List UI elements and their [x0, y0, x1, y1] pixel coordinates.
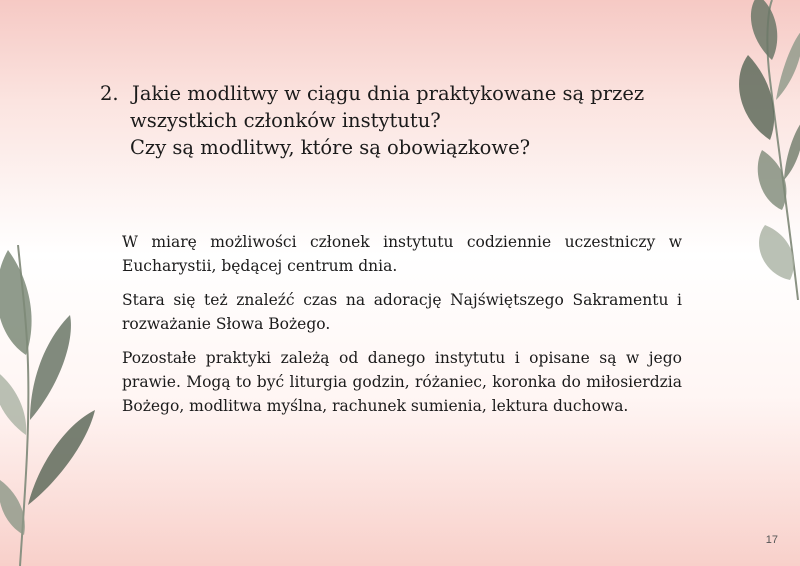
- leaf-branch-top-right-decoration: [710, 0, 800, 300]
- question-heading-line-1: Jakie modlitwy w ciągu dnia praktykowane są przez: [132, 82, 645, 105]
- question-heading-line-3: Czy są modlitwy, które są obowiązkowe?: [130, 136, 531, 159]
- answer-paragraph-2: Stara się też znaleźć czas na adorację Najświętszego Sakramentu i rozważanie Słowa Bożego.: [122, 291, 682, 333]
- answer-paragraph-3: Pozostałe praktyki zależą od danego instytutu i opisane są w jego prawie. Mogą to być liturgia godzin, różaniec, koronka do miłosierdzia Bożego, modlitwa myślna, rachunek sumienia, lektura duchowa.: [122, 349, 682, 415]
- question-heading-line-2: wszystkich członków instytutu?: [130, 109, 441, 132]
- question-number: 2.: [100, 82, 119, 105]
- page-number: 17: [765, 534, 778, 546]
- leaf-branch-bottom-left-decoration: [0, 245, 110, 566]
- answer-paragraph-1: W miarę możliwości członek instytutu codziennie uczestniczy w Eucharystii, będącej centrum dnia.: [122, 233, 682, 275]
- answer-body: [122, 230, 682, 428]
- question-heading: [100, 80, 700, 161]
